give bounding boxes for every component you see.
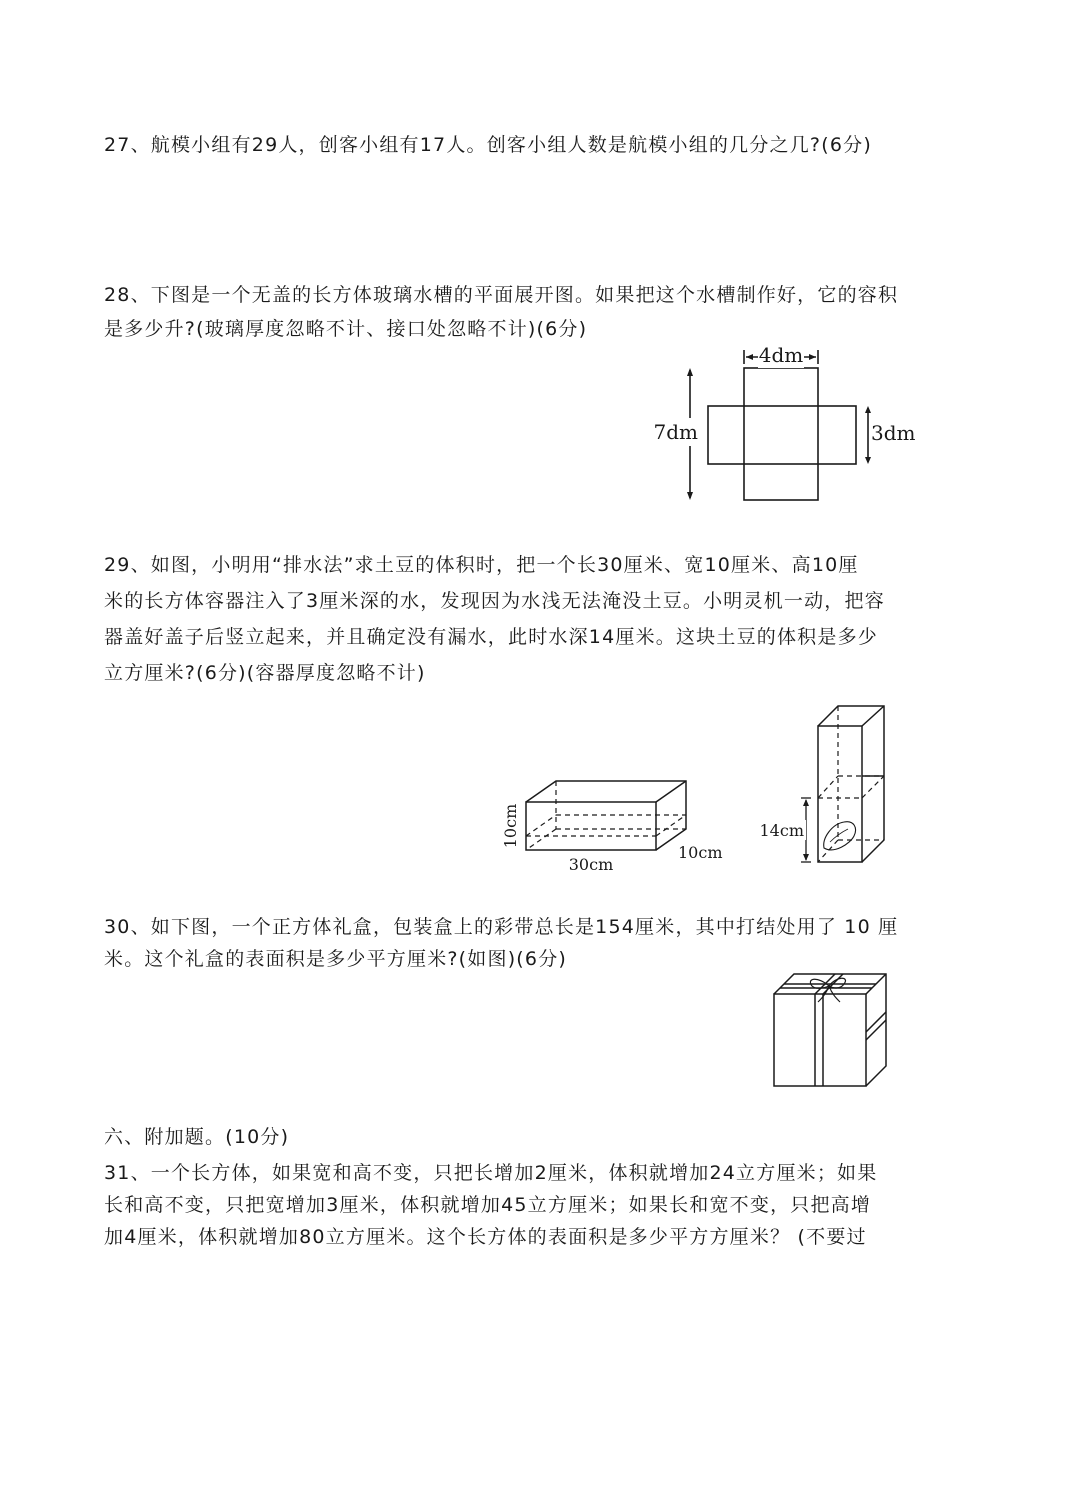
section-6-heading: 六、附加题。(10分) [104, 1126, 290, 1148]
net-right-label: 3dm [871, 421, 916, 445]
net-horizontal-strip [708, 406, 856, 464]
q28-line-2: 是多少升?(玻璃厚度忽略不计、接口处忽略不计)(6分) [104, 318, 588, 340]
horizontal-container [526, 781, 686, 850]
net-left-label: 7dm [653, 420, 698, 444]
q31-line-1: 31、一个长方体，如果宽和高不变，只把长增加2厘米，体积就增加24立方厘米；如果 [104, 1162, 878, 1184]
water-depth-label: 14cm [759, 821, 804, 840]
box-length-label: 30cm [568, 855, 614, 874]
q30-line-1: 30、如下图，一个正方体礼盒，包装盒上的彩带总长是154厘米，其中打结处用了 10 厘 [104, 916, 899, 938]
q31-line-2: 长和高不变，只把宽增加3厘米，体积就增加45立方厘米；如果长和宽不变，只把高增 [104, 1194, 872, 1216]
net-vertical-strip [744, 368, 818, 500]
q30-line-2: 米。这个礼盒的表面积是多少平方厘米?(如图)(6分) [104, 948, 568, 970]
q31-line-3: 加4厘米，体积就增加80立方厘米。这个长方体的表面积是多少平方方厘米？ (不要过 [104, 1226, 867, 1248]
q30-gift-box-diagram [768, 968, 893, 1090]
q27-line-1: 27、航模小组有29人，创客小组有17人。创客小组人数是航模小组的几分之几?(6分) [104, 134, 872, 156]
potato-shape [824, 822, 856, 850]
q29-line-4: 立方厘米?(6分)(容器厚度忽略不计) [104, 662, 426, 684]
net-top-label: 4dm [758, 343, 804, 367]
q28-net-diagram [640, 338, 940, 508]
q28-line-1: 28、下图是一个无盖的长方体玻璃水槽的平面展开图。如果把这个水槽制作好，它的容积 [104, 284, 899, 306]
q29-line-1: 29、如图，小明用“排水法”求土豆的体积时，把一个长30厘米、宽10厘米、高10厘 [104, 554, 859, 576]
box-height-label: 10cm [501, 803, 520, 849]
q29-container-diagram [490, 698, 910, 883]
q29-line-3: 器盖好盖子后竖立起来，并且确定没有漏水，此时水深14厘米。这块土豆的体积是多少 [104, 626, 878, 648]
vertical-container [801, 706, 884, 862]
q29-line-2: 米的长方体容器注入了3厘米深的水，发现因为水浅无法淹没土豆。小明灵机一动，把容 [104, 590, 885, 612]
box-width-label: 10cm [678, 843, 723, 862]
